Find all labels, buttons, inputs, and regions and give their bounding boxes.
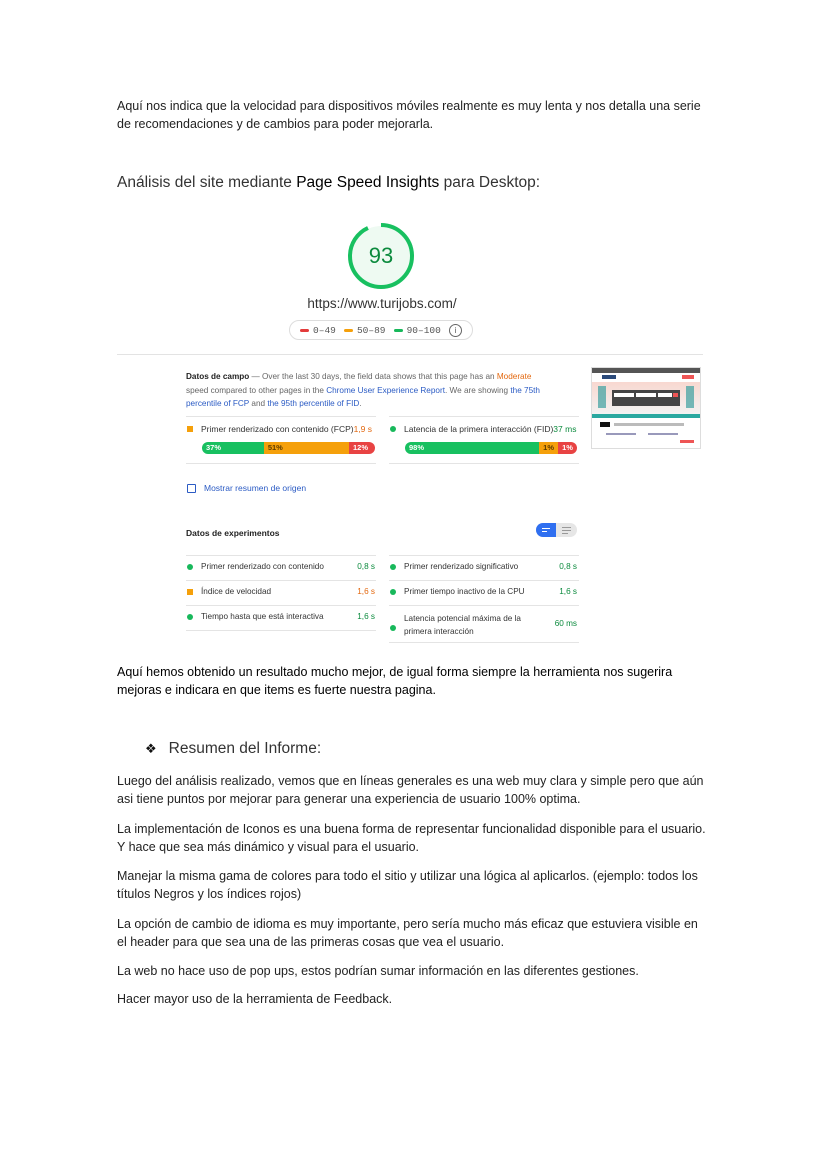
intro-paragraph: Aquí nos indica que la velocidad para dispositivos móviles realmente es muy lenta y nos detalla una serie de recomendaciones y de cambios para poder mejorarla. — [117, 99, 701, 131]
separator — [389, 416, 579, 417]
desc-text: and — [249, 399, 268, 408]
fid-percentile-link[interactable]: the 95th percentile of FID — [267, 399, 360, 408]
bar-segment-average: 51% — [264, 442, 349, 454]
average-square-icon — [187, 426, 193, 432]
good-dot-icon — [187, 614, 193, 620]
separator — [186, 580, 376, 581]
lab-metric-value: 0,8 s — [559, 562, 577, 571]
expanded-view-button[interactable] — [556, 523, 577, 537]
summary-paragraph: La web no hace uso de pop ups, estos podrían sumar información en las diferentes gestiones. — [117, 964, 639, 978]
bar-segment-poor: 12% — [349, 442, 375, 454]
legend-label: 0–49 — [313, 324, 336, 336]
average-swatch-icon — [344, 329, 353, 332]
lab-metric-label: Índice de velocidad — [201, 587, 272, 596]
average-square-icon — [187, 589, 193, 595]
page-screenshot-thumbnail — [591, 367, 701, 449]
lab-metric-label: Tiempo hasta que está interactiva — [201, 612, 324, 621]
legend-average — [344, 325, 386, 336]
diamond-bullet-icon: ❖ — [145, 741, 157, 756]
lab-metric-fcp — [187, 562, 324, 571]
lab-metric-value: 1,6 s — [357, 587, 375, 596]
fid-metric — [390, 424, 576, 434]
fid-label: Latencia de la primera interacción (FID) — [404, 424, 554, 434]
analysis-heading — [117, 174, 540, 192]
desc-text: speed compared to other pages in the — [186, 385, 327, 395]
desc-text: . — [359, 399, 362, 408]
summary-heading-text: Resumen del Informe: — [168, 740, 322, 757]
bar-segment-poor: 1% — [558, 442, 577, 454]
tested-url: https://www.turijobs.com/ — [307, 296, 457, 311]
poor-swatch-icon — [300, 329, 309, 332]
lab-metric-label: Latencia potencial máxima de la primera interacción — [404, 614, 521, 636]
bar-segment-good: 98% — [405, 442, 539, 454]
legend-poor — [300, 325, 336, 336]
fcp-percentile-link[interactable]: the 75th percentile of FCP — [186, 385, 540, 408]
lab-metric-tti — [187, 612, 324, 621]
score-gauge — [347, 222, 415, 290]
lab-metric-speed-index — [187, 587, 271, 596]
heading-prefix: Análisis del site mediante — [117, 174, 297, 191]
field-data-title: Datos de campo — [186, 372, 250, 381]
show-origin-label[interactable]: Mostrar resumen de origen — [204, 483, 307, 493]
separator — [186, 463, 376, 464]
summary-paragraph: Luego del análisis realizado, vemos que en líneas generales es una web muy clara y simple pero que aún asi tiene puntos por mejorar para generar una experiencia de usuario 100% optima. — [117, 774, 704, 806]
bar-segment-average: 1% — [539, 442, 558, 454]
good-dot-icon — [187, 564, 193, 570]
lab-metric-cpu-idle — [390, 587, 525, 596]
info-icon[interactable]: i — [449, 324, 462, 337]
separator — [389, 580, 579, 581]
heading-emphasis: Page Speed Insights — [296, 174, 440, 191]
separator — [389, 555, 579, 556]
compact-view-button[interactable] — [536, 523, 556, 537]
separator — [389, 605, 579, 606]
lab-metric-max-fid — [390, 612, 540, 638]
lab-metric-value: 1,6 s — [357, 612, 375, 621]
legend-good — [394, 325, 441, 336]
fcp-distribution-bar — [202, 442, 375, 454]
lab-data-title: Datos de experimentos — [186, 528, 280, 538]
good-dot-icon — [390, 589, 396, 595]
legend-label: 90–100 — [406, 324, 441, 336]
score-value: 93 — [368, 243, 394, 268]
separator — [186, 416, 376, 417]
view-toggle[interactable] — [536, 523, 577, 537]
good-dot-icon — [390, 426, 396, 432]
lab-metric-value: 1,6 s — [559, 587, 577, 596]
moderate-label: Moderate — [496, 372, 532, 381]
lab-metric-label: Primer renderizado con contenido — [201, 562, 324, 571]
show-origin-summary[interactable] — [187, 483, 306, 493]
lab-metric-value: 0,8 s — [357, 562, 375, 571]
lab-metric-label: Primer tiempo inactivo de la CPU — [404, 587, 525, 596]
good-dot-icon — [390, 564, 396, 570]
fcp-value: 1,9 s — [353, 424, 373, 434]
lab-metric-label: Primer renderizado significativo — [404, 562, 519, 571]
fcp-label: Primer renderizado con contenido (FCP) — [201, 424, 354, 434]
summary-paragraph: La opción de cambio de idioma es muy importante, pero sería mucho más eficaz que estuviera visible en el header para que sea una de las primeras cosas que vea el usuario. — [117, 917, 698, 949]
separator — [186, 605, 376, 606]
good-dot-icon — [390, 625, 396, 631]
field-data-description — [186, 370, 546, 411]
summary-paragraph: Hacer mayor uso de la herramienta de Feedback. — [117, 992, 393, 1006]
separator — [186, 555, 376, 556]
summary-heading — [145, 740, 321, 758]
lab-metric-fmp — [390, 562, 518, 571]
lab-metric-value: 60 ms — [554, 619, 577, 628]
checkbox-icon[interactable] — [187, 484, 196, 493]
separator — [389, 463, 579, 464]
desc-text: — Over the last 30 days, the field data shows that this page has an — [249, 372, 497, 381]
summary-paragraph: La implementación de Iconos es una buena forma de representar funcionalidad disponible para el usuario. Y hace que sea más dinámico y visual para el usuario. — [117, 822, 706, 854]
bar-segment-good: 37% — [202, 442, 264, 454]
separator — [389, 642, 579, 643]
crux-link[interactable]: Chrome User Experience Report — [326, 385, 445, 395]
heading-suffix: para Desktop: — [439, 174, 541, 191]
good-swatch-icon — [394, 329, 403, 332]
section-divider — [117, 354, 703, 355]
summary-paragraph: Manejar la misma gama de colores para todo el sitio y utilizar una lógica al aplicarlos. (ejemplo: todos los títulos Negros y los índices rojos) — [117, 869, 698, 901]
result-paragraph: Aquí hemos obtenido un resultado mucho mejor, de igual forma siempre la herramienta nos sugerira mejoras e indicara en que items es fuerte nuestra pagina. — [117, 665, 673, 697]
fid-distribution-bar — [405, 442, 577, 454]
fid-value: 37 ms — [553, 424, 577, 434]
separator — [186, 630, 376, 631]
desc-text: . We are showing — [444, 385, 511, 395]
legend-label: 50–89 — [356, 324, 386, 336]
score-legend — [289, 320, 473, 340]
fcp-metric — [187, 424, 372, 434]
